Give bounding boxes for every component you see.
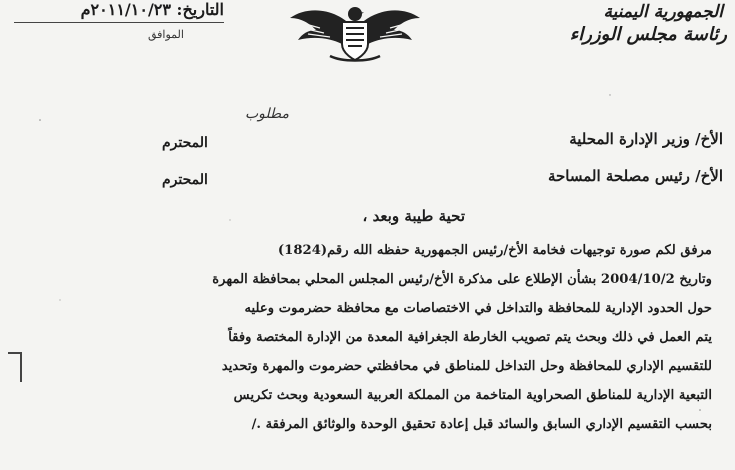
body-line: للتقسيم الإداري للمحافظة وحل التداخل للمناطق في محافظتي حضرموت والمهرة وتحديد <box>221 359 712 374</box>
honorific-1: المحترم <box>162 135 208 151</box>
letter-body <box>90 236 712 439</box>
greeting-line: تحية طيبة وبعد ، <box>362 207 465 225</box>
body-line: التبعية الإدارية للمناطق الصحراوية المتاخمة من المملكة العربية السعودية وبحث تكريس <box>233 388 712 403</box>
body-line: بحسب التقسيم الإداري السابق والسائد قبل إعادة تحقيق الوحدة والوثائق المرفقة ./ <box>251 417 712 432</box>
body-line: يتم العمل في ذلك وبحث يتم تصويب الخارطة الجغرافية المعدة من الإدارة المختصة وفقاً <box>228 330 712 345</box>
addressee-minister: الأخ/ وزير الإدارة المحلية <box>569 130 723 148</box>
handwritten-note: مطلوب <box>245 106 290 122</box>
eagle-crest-icon <box>280 0 430 64</box>
date-field: التاريخ: ٢٠١١/١٠/٢٣م <box>14 0 224 23</box>
margin-mark <box>8 352 22 382</box>
addressee-survey-head: الأخ/ رئيس مصلحة المساحة <box>547 167 723 185</box>
country-name-header: الجمهورية اليمنية <box>603 2 723 22</box>
republic-emblem <box>280 0 430 68</box>
body-line: وتاريخ 2004/10/2 بشأن الإطلاع على مذكرة الأخ/رئيس المجلس المحلي بمحافظة المهرة <box>212 272 712 287</box>
body-line: مرفق لكم صورة توجيهات فخامة الأخ/رئيس الجمهورية حفظه الله رقم(1824) <box>277 243 712 258</box>
honorific-2: المحترم <box>162 172 208 188</box>
corresponding-date-label: الموافق <box>148 28 184 41</box>
issuing-office-header: رئاسة مجلس الوزراء <box>569 24 727 45</box>
body-line: حول الحدود الإدارية للمحافظة والتداخل في الاختصاصات مع محافظة حضرموت وعليه <box>244 301 712 316</box>
